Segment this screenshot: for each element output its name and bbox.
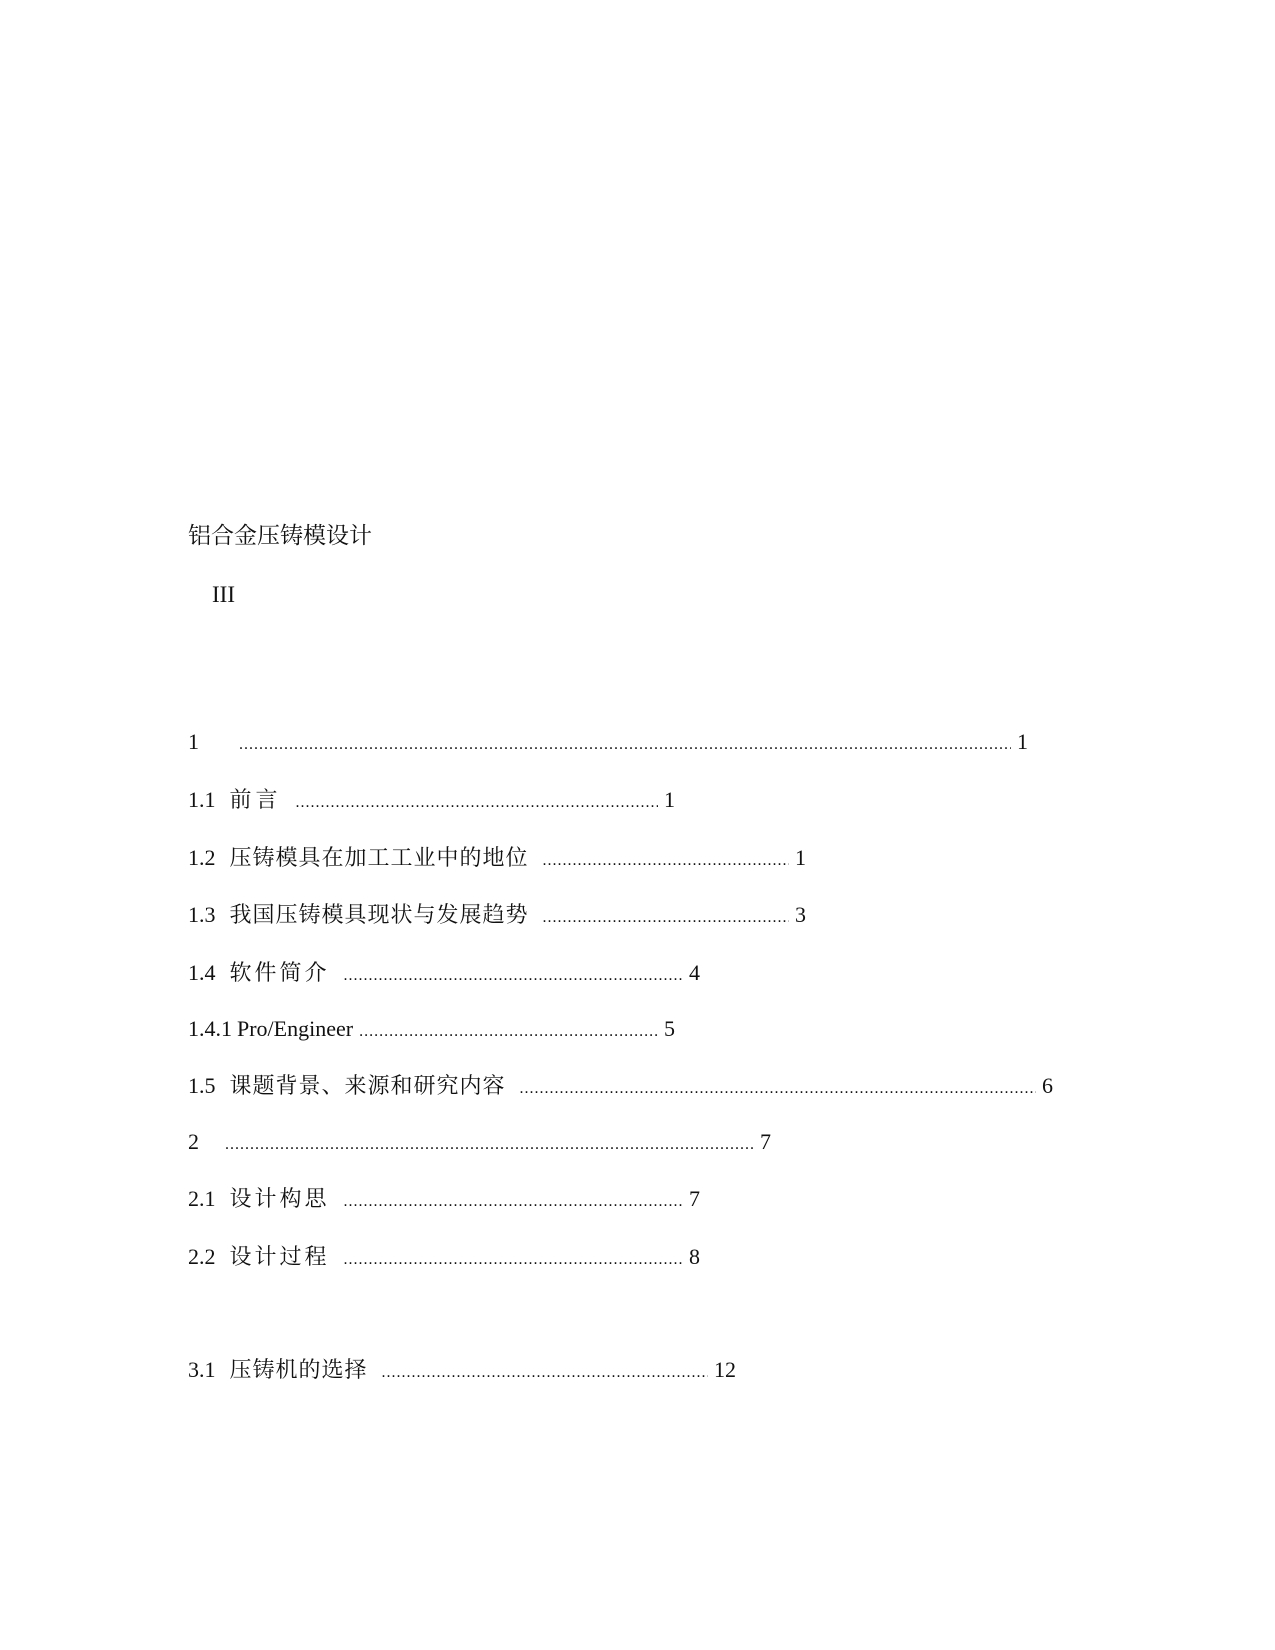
toc-entry-1-4-1[interactable] — [188, 1014, 675, 1044]
toc-entry-label: 软件简介 — [229, 960, 330, 985]
toc-entry-1-4[interactable] — [188, 958, 700, 988]
toc-leader-dots — [344, 961, 683, 988]
toc-entry-page: 3 — [795, 902, 806, 927]
toc-entry-page: 5 — [664, 1016, 675, 1041]
toc-entry-page: 7 — [760, 1129, 771, 1154]
toc-entry-page: 6 — [1042, 1073, 1053, 1098]
toc-entry-number: 1.5 — [188, 1073, 216, 1098]
toc-entry-page: 1 — [795, 845, 806, 870]
toc-entry-page: 7 — [689, 1186, 700, 1211]
toc-entry-label: Pro/Engineer — [237, 1016, 354, 1041]
toc-entry-number: 1.3 — [188, 902, 216, 927]
toc-entry-number: 3.1 — [188, 1357, 216, 1382]
toc-entry-label: 我国压铸模具现状与发展趋势 — [229, 902, 529, 927]
toc-entry-number: 1.2 — [188, 845, 216, 870]
toc-entry-page: 4 — [689, 960, 700, 985]
toc-entry-label: 设计过程 — [229, 1244, 330, 1269]
toc-entry-number: 1 — [188, 729, 199, 754]
toc-leader-dots — [543, 846, 789, 873]
toc-entry-1-5[interactable] — [188, 1071, 1053, 1101]
toc-entry-label: 前言 — [229, 787, 282, 812]
toc-leader-dots — [344, 1245, 683, 1272]
toc-leader-dots — [543, 903, 789, 930]
toc-entry-page: 12 — [714, 1357, 736, 1382]
toc-leader-dots — [359, 1017, 658, 1044]
toc-entry-page: 8 — [689, 1244, 700, 1269]
toc-entry-page: 1 — [664, 787, 675, 812]
toc-entry-label: 设计构思 — [229, 1186, 330, 1211]
toc-entry-number: 2 — [188, 1129, 199, 1154]
toc-leader-dots — [225, 1130, 754, 1157]
toc-entry-1-2[interactable] — [188, 843, 806, 873]
toc-entry-2-2[interactable] — [188, 1242, 700, 1272]
toc-entry-number: 1.1 — [188, 787, 216, 812]
toc-entry-number: 1.4.1 — [188, 1016, 232, 1041]
toc-entry-number: 1.4 — [188, 960, 216, 985]
toc-entry-page: 1 — [1017, 729, 1028, 754]
toc-entry-1-3[interactable] — [188, 900, 806, 930]
document-title: 铝合金压铸模设计 — [188, 523, 372, 548]
toc-entry-2-1[interactable] — [188, 1184, 700, 1214]
toc-entry-1-1[interactable] — [188, 785, 675, 815]
roman-page-number: III — [212, 582, 235, 607]
toc-entry-label: 课题背景、来源和研究内容 — [229, 1073, 506, 1098]
toc-entry-3-1[interactable] — [188, 1355, 736, 1385]
toc-entry-label: 压铸机的选择 — [229, 1357, 368, 1382]
toc-leader-dots — [296, 788, 658, 815]
toc-leader-dots — [520, 1074, 1036, 1101]
toc-entry-1[interactable] — [188, 727, 1028, 757]
toc-leader-dots — [344, 1187, 683, 1214]
toc-leader-dots — [382, 1358, 708, 1385]
toc-entry-number: 2.2 — [188, 1244, 216, 1269]
toc-entry-label: 压铸模具在加工工业中的地位 — [229, 845, 529, 870]
toc-entry-2[interactable] — [188, 1127, 771, 1157]
toc-leader-dots — [239, 730, 1011, 757]
toc-entry-number: 2.1 — [188, 1186, 216, 1211]
